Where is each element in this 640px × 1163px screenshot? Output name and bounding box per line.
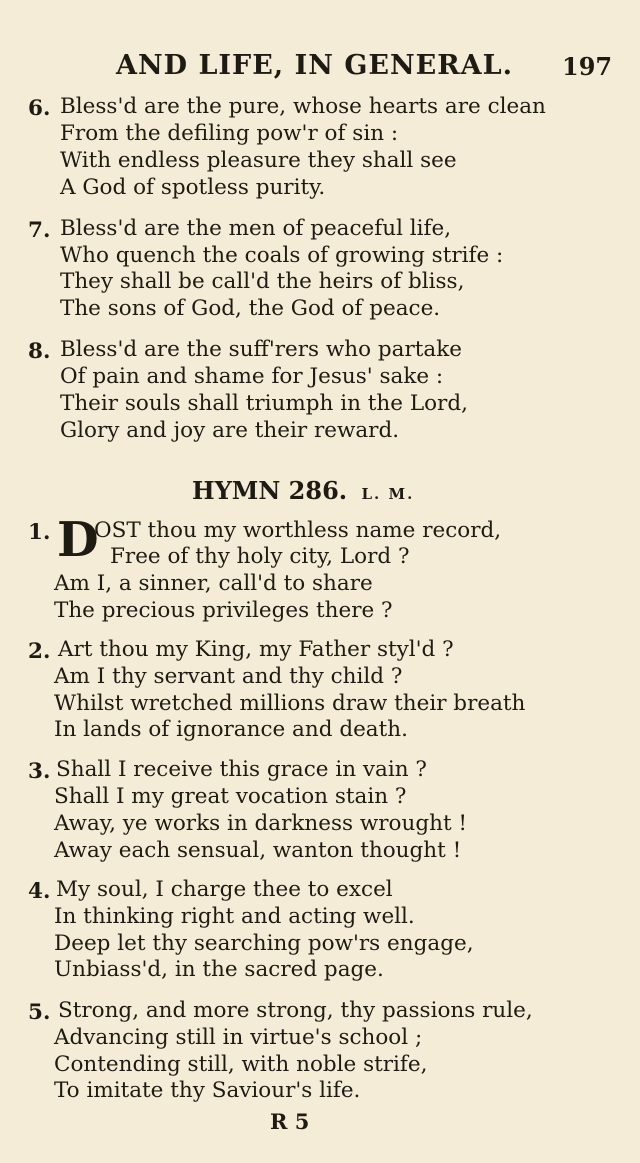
verse-line: The precious privileges there ? — [54, 598, 393, 623]
stanza-number: 8. — [28, 339, 51, 364]
hymn-title — [192, 476, 414, 505]
stanza-number: 6. — [28, 96, 51, 121]
stanza-number: 7. — [28, 218, 51, 243]
stanza-number: 5. — [28, 1000, 51, 1025]
verse-line: From the defiling pow'r of sin : — [60, 121, 399, 146]
verse-line: Glory and joy are their reward. — [60, 418, 400, 443]
verse-line: Strong, and more strong, thy passions rule, — [58, 998, 533, 1023]
drop-cap: D — [57, 512, 99, 568]
verse-line: In lands of ignorance and death. — [54, 717, 408, 742]
verse-line: Art thou my King, my Father styl'd ? — [58, 637, 454, 662]
verse-line: Bless'd are the suff'rers who partake — [60, 337, 462, 362]
verse-line: Of pain and shame for Jesus' sake : — [60, 364, 444, 389]
stanza-number: 3. — [28, 759, 51, 784]
hymn-number: HYMN 286. — [192, 476, 348, 505]
verse-line: My soul, I charge thee to excel — [56, 877, 393, 902]
verse-line: Shall I my great vocation stain ? — [54, 784, 407, 809]
verse-line: Bless'd are the pure, whose hearts are clean — [60, 94, 546, 119]
verse-line: OST thou my worthless name record, — [94, 518, 502, 543]
verse-line: Shall I receive this grace in vain ? — [56, 757, 427, 782]
verse-line: Whilst wretched millions draw their breath — [54, 691, 526, 716]
header-title: AND LIFE, IN GENERAL. — [116, 50, 513, 81]
verse-line: Deep let thy searching pow'rs engage, — [54, 931, 474, 956]
verse-line: Away each sensual, wanton thought ! — [54, 838, 462, 863]
verse-line: Am I thy servant and thy child ? — [54, 664, 403, 689]
verse-line: A God of spotless purity. — [60, 175, 326, 200]
signature-mark: R 5 — [270, 1109, 310, 1134]
verse-line: They shall be call'd the heirs of bliss, — [60, 269, 465, 294]
verse-line: Away, ye works in darkness wrought ! — [54, 811, 468, 836]
stanza-number: 4. — [28, 879, 51, 904]
stanza-number: 1. — [28, 520, 51, 545]
verse-line: Who quench the coals of growing strife : — [60, 243, 504, 268]
stanza-number: 2. — [28, 639, 51, 664]
verse-line: Advancing still in virtue's school ; — [54, 1025, 423, 1050]
verse-line: To imitate thy Saviour's life. — [54, 1078, 361, 1103]
verse-line: Am I, a sinner, call'd to share — [54, 571, 373, 596]
verse-line: In thinking right and acting well. — [54, 904, 415, 929]
verse-line: The sons of God, the God of peace. — [60, 296, 441, 321]
verse-line: Contending still, with noble strife, — [54, 1052, 428, 1077]
verse-line: Their souls shall triumph in the Lord, — [60, 391, 468, 416]
verse-line: With endless pleasure they shall see — [60, 148, 457, 173]
hymn-meter: L. M. — [361, 485, 415, 503]
verse-line: Free of thy holy city, Lord ? — [110, 544, 410, 569]
verse-line: Bless'd are the men of peaceful life, — [60, 216, 452, 241]
page-number: 197 — [562, 52, 613, 81]
verse-line: Unbiass'd, in the sacred page. — [54, 957, 384, 982]
